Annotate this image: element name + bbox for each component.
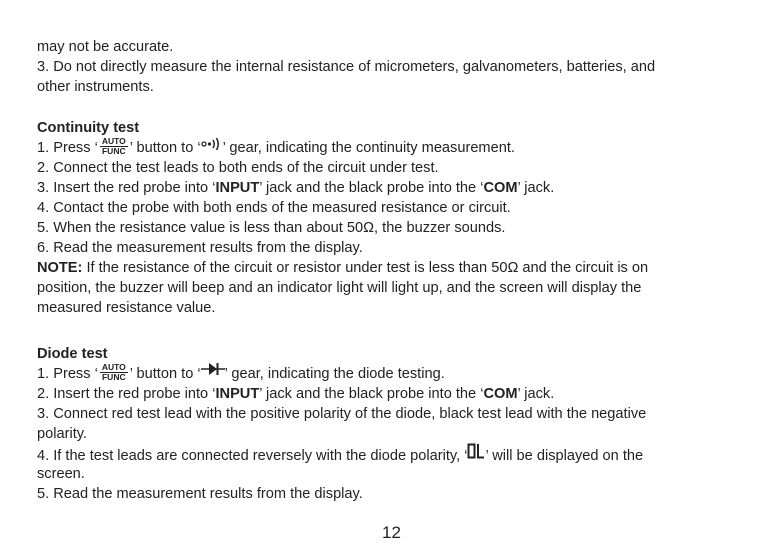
key-auto-label: AUTO bbox=[101, 361, 126, 372]
diode-step-1-pre: 1. Press ‘ bbox=[37, 366, 98, 382]
key-func-label: FUNC bbox=[101, 371, 126, 382]
key-auto-label: AUTO bbox=[101, 135, 126, 146]
diode-heading: Diode test bbox=[37, 346, 108, 362]
diode-step-2-pre: 2. Insert the red probe into ‘ bbox=[37, 386, 216, 402]
continuity-step-1 bbox=[37, 135, 515, 158]
diode-step-2-post: ’ jack. bbox=[517, 386, 555, 402]
diode-step-2-mid: ’ jack and the black probe into the ‘ bbox=[259, 386, 484, 402]
auto-func-key-icon bbox=[100, 137, 128, 156]
diode-step-1-mid: ’ button to ‘ bbox=[129, 366, 201, 382]
continuity-step-3-post: ’ jack. bbox=[517, 180, 555, 196]
com-jack-label: COM bbox=[483, 386, 518, 402]
continuity-step-3-mid: ’ jack and the black probe into the ‘ bbox=[259, 180, 484, 196]
continuity-step-5: 5. When the resistance value is less than about 50Ω, the buzzer sounds. bbox=[37, 220, 506, 236]
diode-step-4-line-2: screen. bbox=[37, 466, 85, 482]
com-jack-label: COM bbox=[483, 180, 518, 196]
continuity-step-3-pre: 3. Insert the red probe into ‘ bbox=[37, 180, 216, 196]
intro-line-3: other instruments. bbox=[37, 79, 154, 95]
auto-func-key-icon bbox=[100, 363, 128, 382]
continuity-step-4: 4. Contact the probe with both ends of the measured resistance or circuit. bbox=[37, 200, 511, 216]
diode-step-4-line-1 bbox=[37, 444, 746, 468]
continuity-step-1-pre: 1. Press ‘ bbox=[37, 140, 98, 156]
continuity-step-6: 6. Read the measurement results from the display. bbox=[37, 240, 363, 256]
continuity-note-line-2: position, the buzzer will beep and an indicator light will light up, and the screen will display the bbox=[37, 280, 642, 296]
diode-step-1 bbox=[37, 361, 445, 384]
diode-step-4-pre: 4. If the test leads are connected reversely with the diode polarity, ‘ bbox=[37, 447, 468, 464]
diode-step-1-post: ’ gear, indicating the diode testing. bbox=[224, 366, 445, 382]
overload-ol-icon bbox=[467, 442, 485, 466]
note-label: NOTE: bbox=[37, 260, 83, 276]
continuity-step-2: 2. Connect the test leads to both ends of the circuit under test. bbox=[37, 160, 439, 176]
continuity-step-1-mid: ’ button to ‘ bbox=[129, 140, 201, 156]
continuity-note-line-3: measured resistance value. bbox=[37, 300, 216, 316]
continuity-buzzer-icon bbox=[201, 136, 223, 156]
diode-symbol-icon bbox=[201, 362, 225, 382]
input-jack-label: INPUT bbox=[215, 180, 260, 196]
intro-line-1: may not be accurate. bbox=[37, 39, 174, 55]
continuity-step-3 bbox=[37, 178, 554, 198]
note-text-1: If the resistance of the circuit or resistor under test is less than 50Ω and the circuit is on bbox=[82, 260, 649, 276]
diode-step-4-post: ’ will be displayed on the bbox=[485, 447, 644, 464]
intro-line-2: 3. Do not directly measure the internal resistance of micrometers, galvanometers, batteries, and bbox=[37, 59, 656, 75]
continuity-heading: Continuity test bbox=[37, 120, 140, 136]
diode-step-3-line-1: 3. Connect red test lead with the positive polarity of the diode, black test lead with the negative bbox=[37, 406, 647, 422]
diode-step-2 bbox=[37, 384, 554, 404]
input-jack-label: INPUT bbox=[215, 386, 260, 402]
page-number: 12 bbox=[382, 523, 401, 542]
continuity-note-line-1 bbox=[37, 258, 746, 278]
key-func-label: FUNC bbox=[101, 145, 126, 156]
continuity-step-1-post: ’ gear, indicating the continuity measurement. bbox=[222, 140, 515, 156]
diode-step-5: 5. Read the measurement results from the display. bbox=[37, 486, 363, 502]
diode-step-3-line-2: polarity. bbox=[37, 426, 88, 442]
